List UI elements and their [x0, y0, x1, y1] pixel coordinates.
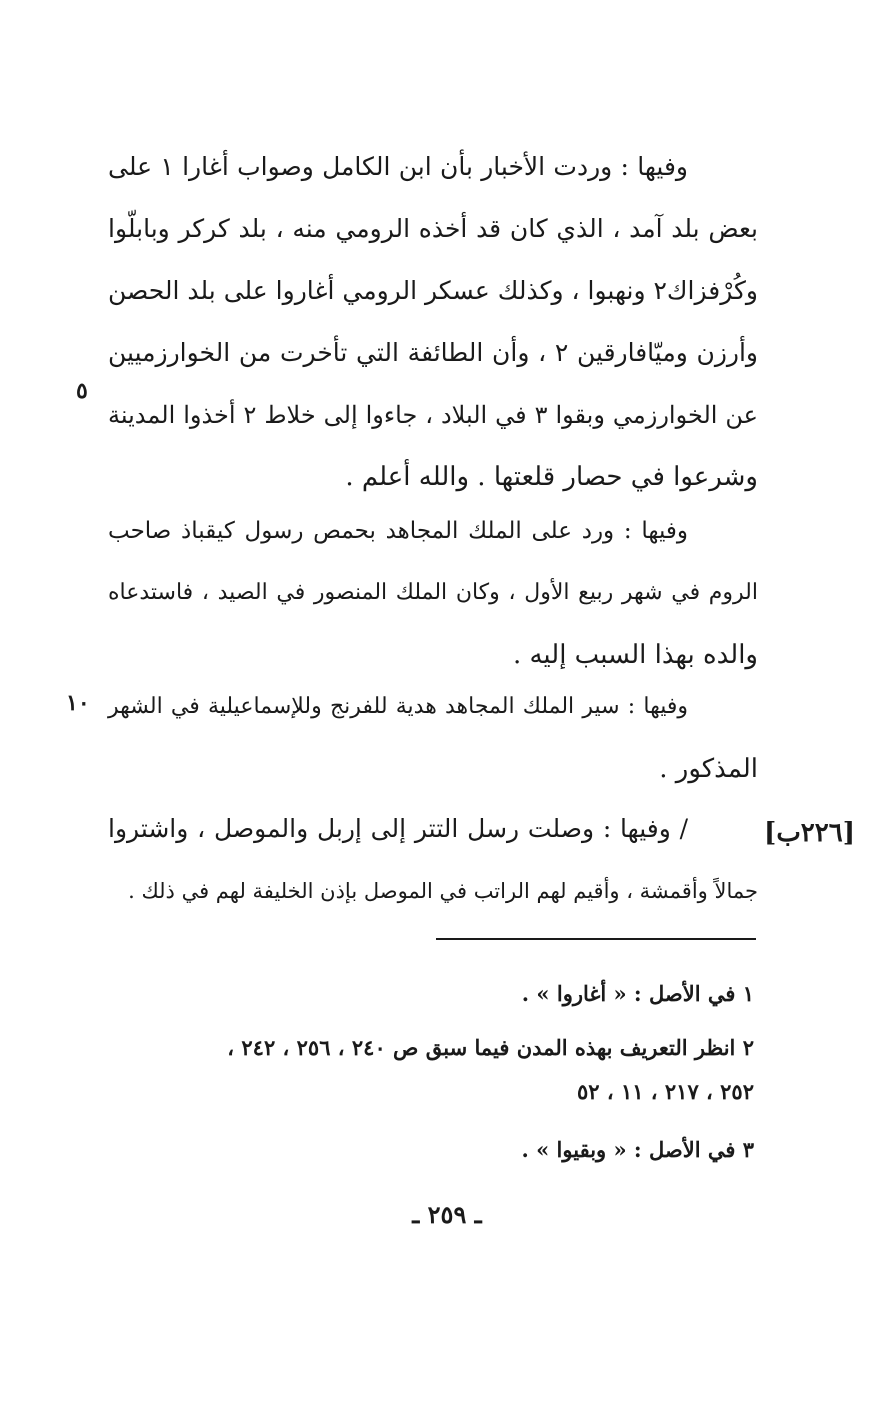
footnote-1: ١ في الأصل : « أغاروا » . [521, 981, 754, 1006]
text-line: وكُرْفزاك٢ ونهبوا ، وكذلك عسكر الرومي أغاروا على بلد الحصن [108, 276, 758, 305]
paragraph-3 [108, 676, 758, 800]
text-line: وشرعوا في حصار قلعتها . والله أعلم . [345, 462, 758, 492]
paragraph-4 [108, 798, 758, 922]
footnote-2-line-2: ٢٥٢ ، ٢١٧ ، ١١ ، ٥٢ [576, 1079, 754, 1104]
text-line: والده بهذا السبب إليه . [512, 640, 758, 670]
footnote-3: ٣ في الأصل : « وبقيوا » . [521, 1137, 754, 1162]
text-line: / وفيها : وصلت رسل التتر إلى إربل والموصل ، واشتروا [108, 814, 688, 843]
text-line: وفيها : وردت الأخبار بأن ابن الكامل وصواب أغارا ١ على [108, 152, 689, 181]
text-line: بعض بلد آمد ، الذي كان قد أخذه الرومي منه ، بلد كركر وبابلّوا [108, 214, 758, 243]
text-line: جمالاً وأقمشة ، وأقيم لهم الراتب في الموصل بإذن الخليفة لهم في ذلك . [128, 879, 758, 903]
footnote-2-line-1: ٢ انظر التعريف بهذه المدن فيما سبق ص ٢٤٠ ، ٢٥٦ ، ٢٤٢ ، [227, 1035, 754, 1060]
margin-line-number-5: ٥ [76, 378, 88, 404]
margin-line-number-10: ١٠ [66, 690, 90, 716]
text-line: المذكور . [659, 754, 758, 784]
page-number: ـ ٢٥٩ ـ [412, 1200, 482, 1229]
footnote-2 [108, 1026, 754, 1114]
paragraph-2 [108, 500, 758, 686]
paragraph-1 [108, 136, 758, 508]
text-line: وفيها : ورد على الملك المجاهد بحمص رسول كيقباذ صاحب [108, 518, 688, 544]
footnote-separator [436, 938, 756, 940]
manuscript-folio-marker: [٢٢٦ب] [764, 818, 856, 848]
text-line: الروم في شهر ربيع الأول ، وكان الملك المنصور في الصيد ، فاستدعاه [108, 580, 758, 605]
text-line: عن الخوارزمي وبقوا ٣ في البلاد ، جاءوا إلى خلاط ٢ أخذوا المدينة [108, 401, 758, 429]
text-line: وفيها : سير الملك المجاهد هدية للفرنج وللإسماعيلية في الشهر [108, 694, 688, 719]
text-line: وأرزن وميّافارقين ٢ ، وأن الطائفة التي تأخرت من الخوارزميين [108, 338, 758, 367]
